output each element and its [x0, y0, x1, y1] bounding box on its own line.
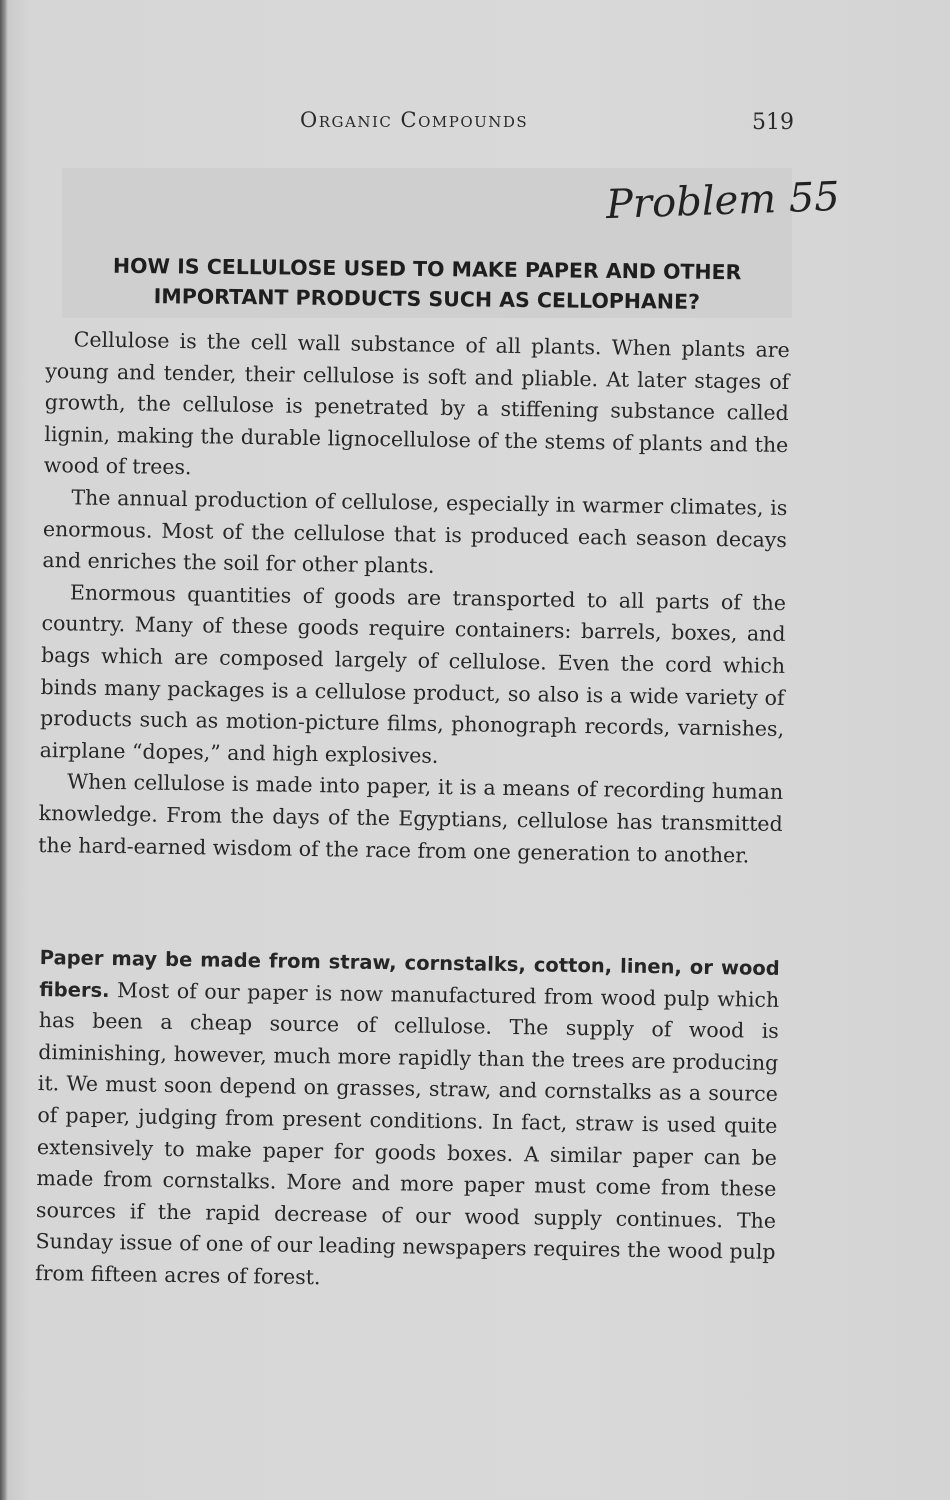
- paper-section-paragraph: [35, 942, 780, 1300]
- problem-label: Problem 55: [605, 173, 841, 229]
- body-text: [38, 324, 790, 872]
- page-number: 519: [752, 110, 794, 135]
- problem-question-line-1: HOW IS CELLULOSE USED TO MAKE PAPER AND OTHER: [112, 253, 742, 285]
- problem-question: [62, 250, 793, 318]
- paragraph-1: Cellulose is the cell wall substance of all plants. When plants are young and tender, their cellulose is soft and pliable. At later stages of growth, the cellulose is penetrated by a stiffening substance called lignin, making the durable lignocellulose of the stems of plants and the wood of trees.: [43, 327, 790, 480]
- paragraph-4: When cellulose is made into paper, it is a means of recording human knowledge. From the days of the Egyptians, cellulose has transmitted the hard-earned wisdom of the race from one generation to another.: [38, 769, 784, 867]
- problem-question-line-2: IMPORTANT PRODUCTS SUCH AS CELLOPHANE?: [153, 284, 701, 314]
- paragraph-2: The annual production of cellulose, especially in warmer climates, is enormous. Most of the cellulose that is produced each season decays and enriches the soil for other plants.: [42, 485, 788, 578]
- section-text: Most of our paper is now manufactured from wood pulp which has been a cheap source of cellulose. The supply of wood is diminishing, however, much more rapidly than the trees are producing it. We must soon depend on grasses, straw, and cornstalks as a source of paper, judging from present conditions. In fact, straw is used quite extensively to make paper for goods boxes. A similar paper can be made from cornstalks. More and more paper must come from these sources if the rapid decrease of our wood supply continues. The Sunday issue of one of our leading newspapers requires the wood pulp from fifteen acres of forest.: [34, 977, 780, 1290]
- section-lead-in: Paper may be made from straw, cornstalks, cotton, linen, or wood fibers.: [39, 945, 780, 1002]
- spine-shadow: [0, 0, 8, 1500]
- running-head: Organic Compounds: [300, 108, 529, 132]
- paper-section: [35, 942, 780, 1300]
- paragraph-3: Enormous quantities of goods are transported to all parts of the country. Many of these goods require containers: barrels, boxes, and bags which are composed largely of cellulose. Even the cord which binds many packages is a cellulose product, so also is a wide variety of products such as motion-picture films, phonograph records, varnishes, airplane “dopes,” and high explosives.: [39, 580, 787, 768]
